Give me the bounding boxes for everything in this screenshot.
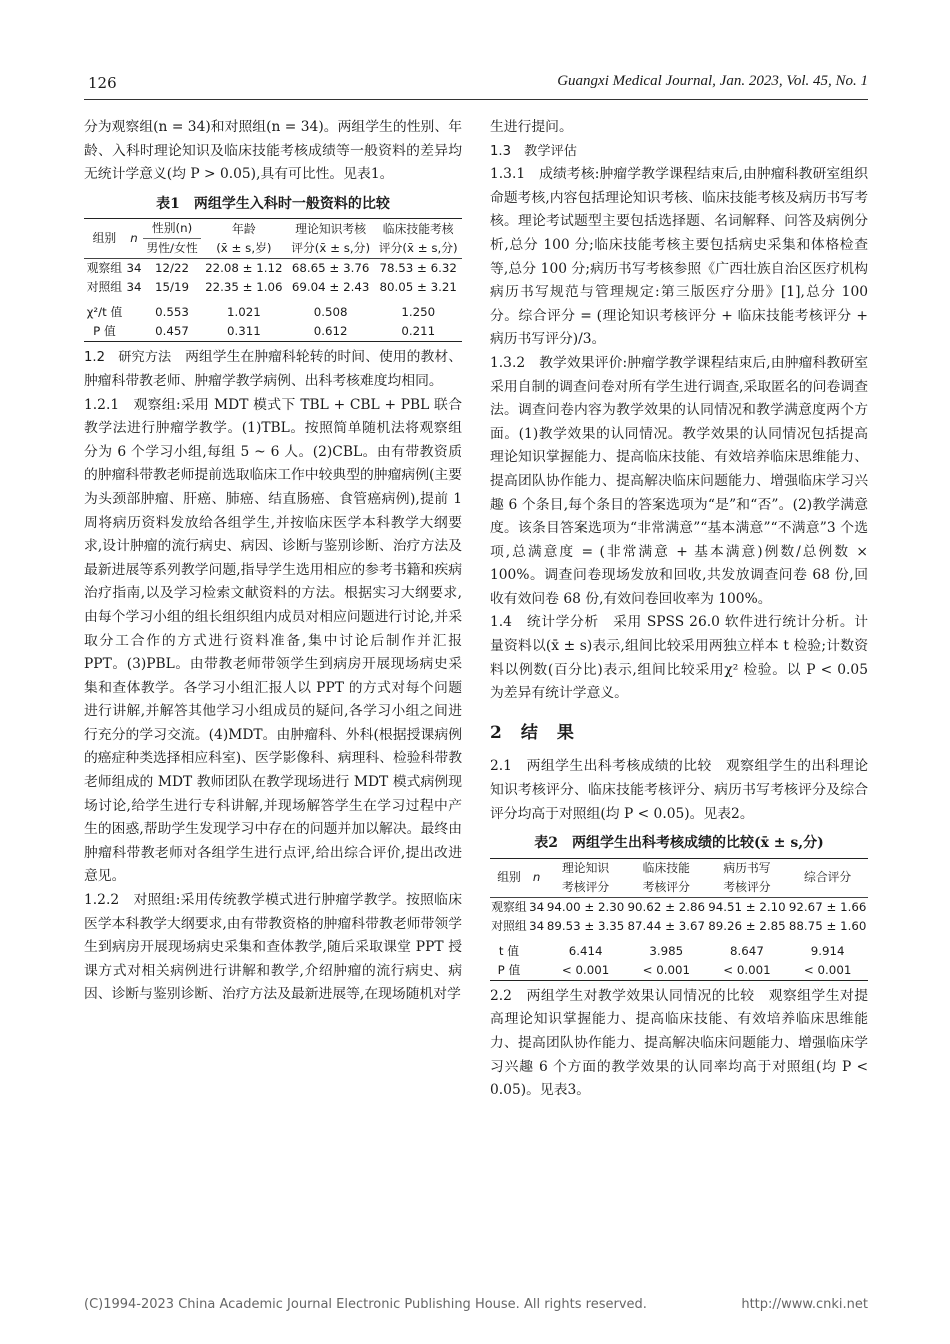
table-cell: < 0.001 xyxy=(561,962,610,977)
t1-h-clin-sub: 评分(x̄ ± s,分) xyxy=(378,241,458,256)
table-cell: 69.04 ± 2.43 xyxy=(291,280,370,295)
t2-h-group: 组别 xyxy=(497,870,521,885)
table1 xyxy=(84,218,462,342)
table-cell: 对照组 xyxy=(86,280,123,295)
header-rule xyxy=(84,99,868,100)
table-cell: 34 xyxy=(529,918,545,933)
t2-h-clin: 临床技能 xyxy=(642,860,690,875)
journal-header: Guangxi Medical Journal, Jan. 2023, Vol. 45, No. 1 xyxy=(557,73,868,89)
table-cell: 观察组 xyxy=(491,899,527,914)
t1-h-sex-sub: 男性/女性 xyxy=(146,241,198,256)
table-cell: χ²/t 值 xyxy=(86,305,123,320)
section-1-2-heading: 1.2 研究方法 xyxy=(84,350,172,366)
table-cell: < 0.001 xyxy=(642,962,690,977)
right-column xyxy=(490,116,868,1103)
section-2-heading: 2 结 果 xyxy=(490,722,575,743)
table-cell: 对照组 xyxy=(491,918,527,933)
table-cell: 89.26 ± 2.85 xyxy=(708,918,786,933)
table-cell: 9.914 xyxy=(810,943,845,958)
left-column xyxy=(84,116,462,1007)
t2-h-record: 病历书写 xyxy=(723,860,771,875)
table-cell: 22.35 ± 1.06 xyxy=(205,280,283,295)
table-cell: 68.65 ± 3.76 xyxy=(291,261,370,276)
section-1-3-2: 1.3.2 教学效果评价:肿瘤学教学课程结束后,由肿瘤科教研室采用自制的调查问卷对所有学生进行调查,采取匿名的问卷调查法。调查问卷内容为教学效果的认同情况和教学满意度两个方面。(1)教学效果的认同情况。教学效果的认同情况包括提高理论知识掌握能力、提高临床技能、有效培养临床思维能力、提高团队协作能力、提高解决临床问题能力、增强临床学习兴趣 6 个条目,每个条目的答案选项为“是”和“否”。(2)教学满意度。该条目答案选项为“非常满意”“基本满意”“不满意”3 个选项,总满意度 = (非常满意 + 基本满意)例数/总例数 × 100%。调查问卷现场发放和回收,共发放调查问卷 68 份,回收有效问卷 68 份,有效问卷回收率为 100%。 xyxy=(490,354,868,607)
table2 xyxy=(490,858,868,981)
copyright-text: (C)1994-2023 China Academic Journal Electronic Publishing House. All rights reserved. xyxy=(84,1297,647,1312)
table-cell: 6.414 xyxy=(568,943,603,958)
table2-title: 表2 两组学生出科考核成绩的比较(x̄ ± s,分) xyxy=(534,835,824,852)
table-cell: 0.508 xyxy=(313,305,348,320)
table-cell: 0.457 xyxy=(155,324,189,339)
table-cell xyxy=(125,322,143,342)
table-cell: 89.53 ± 3.35 xyxy=(546,918,625,933)
t2-h-theory: 理论知识 xyxy=(562,860,610,875)
table-cell: P 值 xyxy=(497,962,521,977)
table-cell: 88.75 ± 1.60 xyxy=(788,918,867,933)
table-cell: 1.021 xyxy=(226,305,261,320)
intro-paragraph: 分为观察组(n = 34)和对照组(n = 34)。两组学生的性别、年龄、入科时理论知识及临床技能考核成绩等一般资料的差异均无统计学意义(均 P > 0.05),具有可比性。见表1。 xyxy=(84,119,462,183)
t2-h-n: n xyxy=(532,870,541,885)
page-footer xyxy=(84,1297,868,1312)
page-number: 126 xyxy=(88,74,117,92)
t1-h-clin: 临床技能考核 xyxy=(382,221,454,236)
table-cell: 34 xyxy=(529,899,545,914)
cnki-link[interactable]: http://www.cnki.net xyxy=(741,1297,868,1312)
table-cell: 34 xyxy=(126,280,142,295)
t1-h-age: 年龄 xyxy=(232,221,256,236)
t1-h-n: n xyxy=(130,231,138,246)
table-cell: 22.08 ± 1.12 xyxy=(205,261,283,276)
table-cell: 3.985 xyxy=(649,943,684,958)
t1-h-sex: 性别(n) xyxy=(143,219,201,239)
table1-title: 表1 两组学生入科时一般资料的比较 xyxy=(156,195,390,212)
table-cell: 87.44 ± 3.67 xyxy=(627,918,705,933)
table-cell: 8.647 xyxy=(730,943,764,958)
table-cell: 0.612 xyxy=(313,324,348,339)
table-cell: 观察组 xyxy=(86,261,123,276)
table-cell: < 0.001 xyxy=(803,962,852,977)
section-1-2-text: 两组学生在肿瘤科轮转的时间、使用的教材、肿瘤科带教老师、肿瘤学教学病例、出科考核难度均相同。 xyxy=(84,349,463,389)
t2-h-theory-sub: 考核评分 xyxy=(562,879,610,894)
table-cell: 90.62 ± 2.86 xyxy=(627,899,705,914)
section-2-1: 2.1 两组学生出科考核成绩的比较 观察组学生的出科理论知识考核评分、临床技能考核评分、病历书写考核评分及综合评分均高于对照组(均 P < 0.05)。见表2。 xyxy=(490,758,868,822)
table-cell: < 0.001 xyxy=(723,962,771,977)
table-cell: 1.250 xyxy=(401,305,436,320)
table-cell: 34 xyxy=(126,261,142,276)
t1-h-age-sub: (x̄ ± s,岁) xyxy=(216,241,272,256)
table-cell: 94.00 ± 2.30 xyxy=(546,899,625,914)
section-1-3-heading: 1.3 教学评估 xyxy=(490,143,577,159)
t2-h-clin-sub: 考核评分 xyxy=(642,879,690,894)
section-1-2-1: 1.2.1 观察组:采用 MDT 模式下 TBL + CBL + PBL 联合教学法进行肿瘤学教学。(1)TBL。按照简单随机法将观察组分为 6 个学习小组,每组 5 ~ 6 人。(2)CBL。由有带教资质的肿瘤科带教老师提前选取临床工作中较典型的肿瘤病例(主要为头颈部肿瘤、肝癌、肺癌、结直肠癌、食管癌病例),提前 1 周将病历资料发放给各组学生,并按临床医学本科教学大纲要求,设计肿瘤的流行病史、病因、诊断与鉴别诊断、治疗方法及最新进展等系列教学问题,指导学生选用相应的参考书籍和疾病治疗指南,以及学习检索文献资料的方法。根据实习大纲要求,由每个学习小组的组长组织组内成员对相应问题进行讨论,并采取分工合作的方式进行资料准备,集中讨论后制作并汇报 PPT。(3)PBL。由带教老师带领学生到病房开展现场病史采集和查体教学。各学习小组汇报人以 PPT 的方式对每个问题进行讲解,并解答其他学习小组成员的疑问,各学习小组之间进行充分的学习交流。(4)MDT。由肿瘤科、外科(根据授课病例的癌症种类选择相应科室)、医学影像科、病理科、检验科带教老师组成的 MDT 教师团队在教学现场进行 MDT 模式病例现场讨论,给学生进行专科讲解,并现场解答学生在学习过程中产生的困惑,帮助学生发现学习中存在的问题并加以解决。最终由肿瘤科带教老师对各组学生进行点评,给出综合评价,提出改进意见。 xyxy=(84,396,462,885)
table-cell: 94.51 ± 2.10 xyxy=(708,899,786,914)
t2-h-record-sub: 考核评分 xyxy=(723,879,771,894)
table-cell: 78.53 ± 6.32 xyxy=(379,261,457,276)
section-2-2: 2.2 两组学生对教学效果认同情况的比较 观察组学生对提高理论知识掌握能力、提高临床技能、有效培养临床思维能力、提高团队协作能力、提高解决临床问题能力、增强临床学习兴趣 6 个方面的教学效果的认同率均高于对照组(均 P < 0.05)。见表3。 xyxy=(490,987,868,1099)
table-cell: 15/19 xyxy=(155,280,190,295)
t1-h-theory-sub: 评分(x̄ ± s,分) xyxy=(291,241,371,256)
table-cell xyxy=(125,297,143,322)
table-cell xyxy=(528,936,545,961)
table-cell: t 值 xyxy=(498,943,520,958)
table-cell: 92.67 ± 1.66 xyxy=(788,899,867,914)
table-cell: 12/22 xyxy=(155,261,190,276)
table-cell: 0.553 xyxy=(155,305,189,320)
table-cell: P 值 xyxy=(93,324,116,339)
continued-text: 生进行提问。 xyxy=(490,119,573,135)
table-cell: 0.211 xyxy=(401,324,436,339)
t2-h-total: 综合评分 xyxy=(804,870,852,885)
section-1-2-2: 1.2.2 对照组:采用传统教学模式进行肿瘤学教学。按照临床医学本科教学大纲要求,由有带教资格的肿瘤科带教老师带领学生到病房开展现场病史采集和查体教学,随后采取课堂 PPT 授课方式对相关病例进行讲解和教学,介绍肿瘤的流行病史、病因、诊断与鉴别诊断、治疗方法及最新进展等,在现场随机对学 xyxy=(84,892,462,1003)
table-cell: 80.05 ± 3.21 xyxy=(379,280,457,295)
table-cell: 0.311 xyxy=(226,324,261,339)
section-1-4: 1.4 统计学分析 采用 SPSS 26.0 软件进行统计分析。计量资料以(x̄ ± s)表示,组间比较采用两独立样本 t 检验;计数资料以例数(百分比)表示,组间比较采用χ² 检验。以 P < 0.05 为差异有统计学意义。 xyxy=(490,614,868,702)
t1-h-theory: 理论知识考核 xyxy=(295,221,367,236)
table-cell xyxy=(528,961,545,981)
t1-h-group: 组别 xyxy=(92,231,117,246)
section-1-3-1: 1.3.1 成绩考核:肿瘤学教学课程结束后,由肿瘤科教研室组织命题考核,内容包括理论知识考核、临床技能考核及病历书写考核。理论考试题型主要包括选择题、名词解释、问答及病例分析,总分 100 分;临床技能考核主要包括病史采集和体格检查等,总分 100 分;病历书写考核参照《广西壮族自治区医疗机构病历书写规范与管理规定:第三版医疗分册》[1],总分 100 分。综合评分 = (理论知识考核评分 + 临床技能考核评分 + 病历书写评分)/3。 xyxy=(490,166,868,348)
